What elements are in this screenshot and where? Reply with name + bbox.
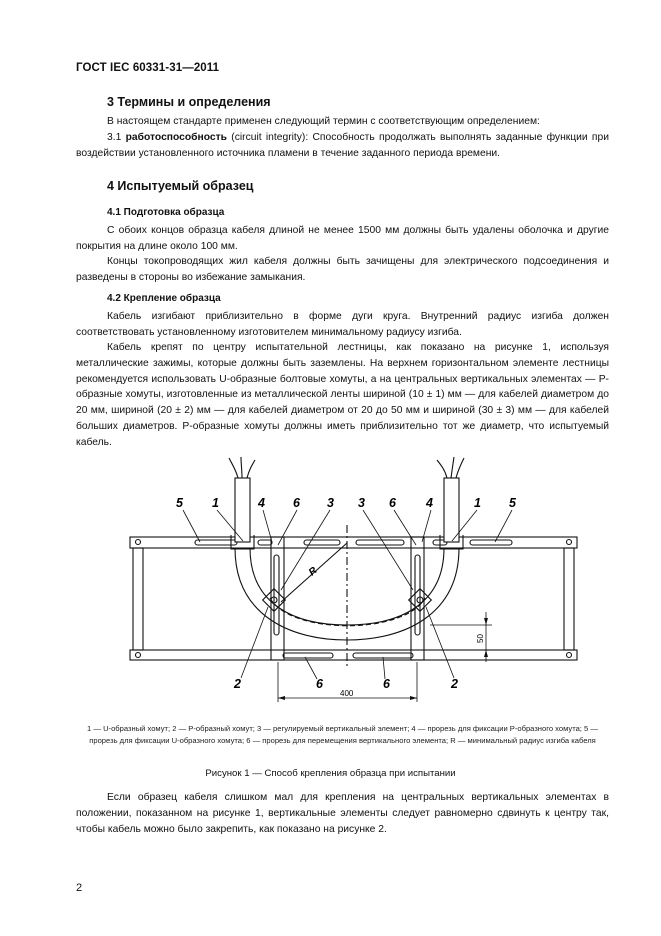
- section-4-1-para-2: Концы токопроводящих жил кабеля должны быть зачищены для электрического подсоединения и разведены в стороны во избежание замыкания.: [76, 256, 609, 283]
- slot-5-right: [470, 540, 512, 545]
- cable-end-left: [235, 478, 250, 542]
- label-6: 6: [389, 496, 396, 510]
- page-number: 2: [76, 882, 83, 894]
- leader-3-right: [363, 510, 413, 590]
- bolt-hole: [136, 540, 141, 545]
- conductor: [451, 457, 454, 478]
- arrow: [484, 618, 488, 625]
- definition-text: (circuit integrity): Способность продолжать выполнять заданные функции при воздействии установленного источника пламени в течение заданного периода времени.: [76, 132, 609, 159]
- section-4-2-para-1: Кабель изгибают приблизительно в форме дуги круга. Внутренний радиус изгиба должен соответствовать установленному изготовителем минимальному радиусу изгиба.: [76, 311, 609, 338]
- leader-2-left: [241, 607, 268, 678]
- label-3: 3: [327, 496, 334, 510]
- ladder-side-left: [133, 548, 143, 650]
- label-4: 4: [258, 496, 265, 510]
- slot-6-right: [356, 540, 404, 545]
- label-r: R: [306, 565, 320, 579]
- section-3-title: 3 Термины и определения: [107, 95, 271, 109]
- label-5: 5: [176, 496, 183, 510]
- section-3-intro: В настоящем стандарте применен следующий термин с соответствующим определением:: [107, 116, 540, 127]
- leader-3-left: [281, 510, 330, 590]
- dimension-400: 400: [340, 689, 354, 698]
- conductor: [456, 458, 464, 478]
- label-2: 2: [451, 677, 458, 691]
- label-1: 1: [212, 496, 219, 510]
- bolt-hole: [567, 653, 572, 658]
- closing-paragraph: Если образец кабеля слишком мал для крепления на центральных вертикальных элементах в положении, показанном на рисунке 1, вертикальные элементы следует равномерно сдвинуть к центру так, чтобы кабель можно было закрепить, как показано на рисунке 2.: [76, 792, 609, 835]
- label-6: 6: [316, 677, 323, 691]
- figure-title: Рисунок 1 — Способ крепления образца при испытании: [205, 768, 456, 779]
- label-6: 6: [383, 677, 390, 691]
- label-1: 1: [474, 496, 481, 510]
- figure-legend: 1 — U-образный хомут; 2 — P-образный хомут; 3 — регулируемый вертикальный элемент; 4 — прорезь для фиксации P-образного хомута; 5 — прорезь для фиксации U-образного хомута; 6 — прорезь для перемещения вертикального элемента; R — минимальный радиус изгиба кабеля: [87, 724, 598, 745]
- document-header: ГОСТ IEC 60331-31—2011: [76, 62, 220, 74]
- label-3: 3: [358, 496, 365, 510]
- arrow: [410, 696, 417, 700]
- conductor: [229, 458, 238, 478]
- leader-2-right: [426, 607, 454, 678]
- arrow: [484, 650, 488, 657]
- dimension-50: 50: [476, 634, 485, 643]
- definition-number: 3.1: [107, 132, 126, 143]
- conductor: [247, 460, 255, 478]
- top-rail: [130, 537, 577, 548]
- section-4-title: 4 Испытуемый образец: [107, 179, 254, 193]
- section-4-1-title: 4.1 Подготовка образца: [107, 207, 225, 218]
- bolt-hole: [567, 540, 572, 545]
- label-6: 6: [293, 496, 300, 510]
- bolt-hole: [136, 653, 141, 658]
- section-4-2-title: 4.2 Крепление образца: [107, 293, 221, 304]
- section-4-2-para-2: Кабель крепят по центру испытательной лестницы, как показано на рисунке 1, используя металлические зажимы, которые должны быть заземлены. На верхнем горизонтальном элементе лестницы рекомендуется использовать U-образные болтовые хомуты, а на центральных вертикальных элементах — P-образные хомуты, изготовленные из металлической ленты шириной (10 ± 1) мм — для кабелей диаметром до 20 мм, шириной (20 ± 2) мм — для кабелей диаметром от 20 до 50 мм и шириной (30 ± 3) мм — для кабелей больших диаметров. P-образные хомуты должны иметь приблизительно тот же диаметр, что испытуемый кабель.: [76, 342, 609, 448]
- slot: [258, 540, 272, 545]
- cable-end-right: [444, 478, 459, 542]
- label-5: 5: [509, 496, 516, 510]
- label-4: 4: [426, 496, 433, 510]
- conductor: [437, 460, 447, 478]
- label-2: 2: [234, 677, 241, 691]
- arrow: [278, 696, 285, 700]
- conductor: [241, 457, 242, 478]
- section-4-1-para-1: С обоих концов образца кабеля длиной не менее 1500 мм должны быть удалены оболочка и другие покрытия на длине около 100 мм.: [76, 225, 609, 252]
- definition-term: работоспособность: [125, 132, 228, 143]
- leader-6-left: [278, 510, 297, 545]
- ladder-side-right: [564, 548, 574, 650]
- slot-6-bottom-left: [283, 653, 333, 658]
